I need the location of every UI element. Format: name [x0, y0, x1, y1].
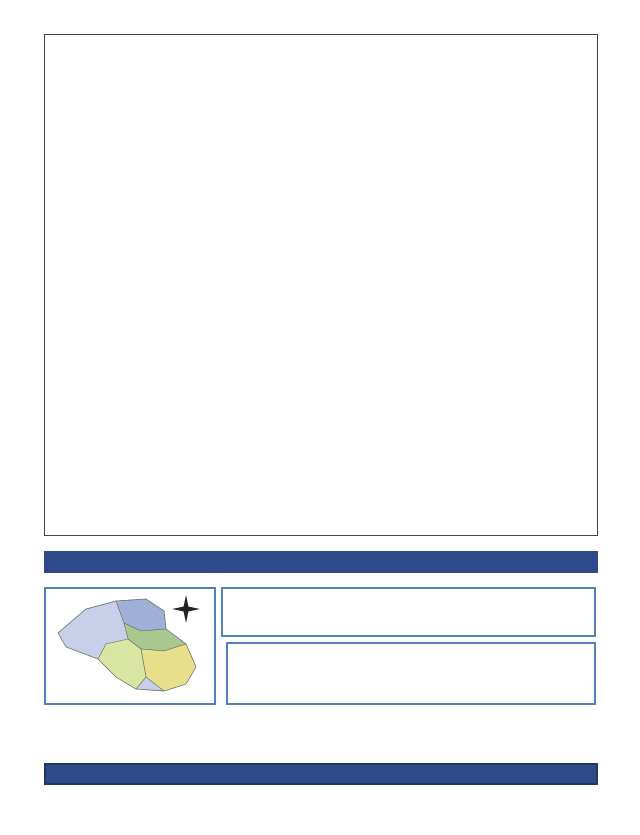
forecast-frame: [44, 34, 598, 536]
rain-intensity: [44, 738, 598, 754]
footer-banner: [44, 763, 598, 785]
map-graphic: [46, 589, 214, 703]
notice-box: [221, 587, 596, 637]
legend-box: [226, 642, 596, 705]
info-header: [44, 551, 598, 573]
compass-icon: [172, 595, 200, 623]
iraq-map: [44, 587, 216, 705]
